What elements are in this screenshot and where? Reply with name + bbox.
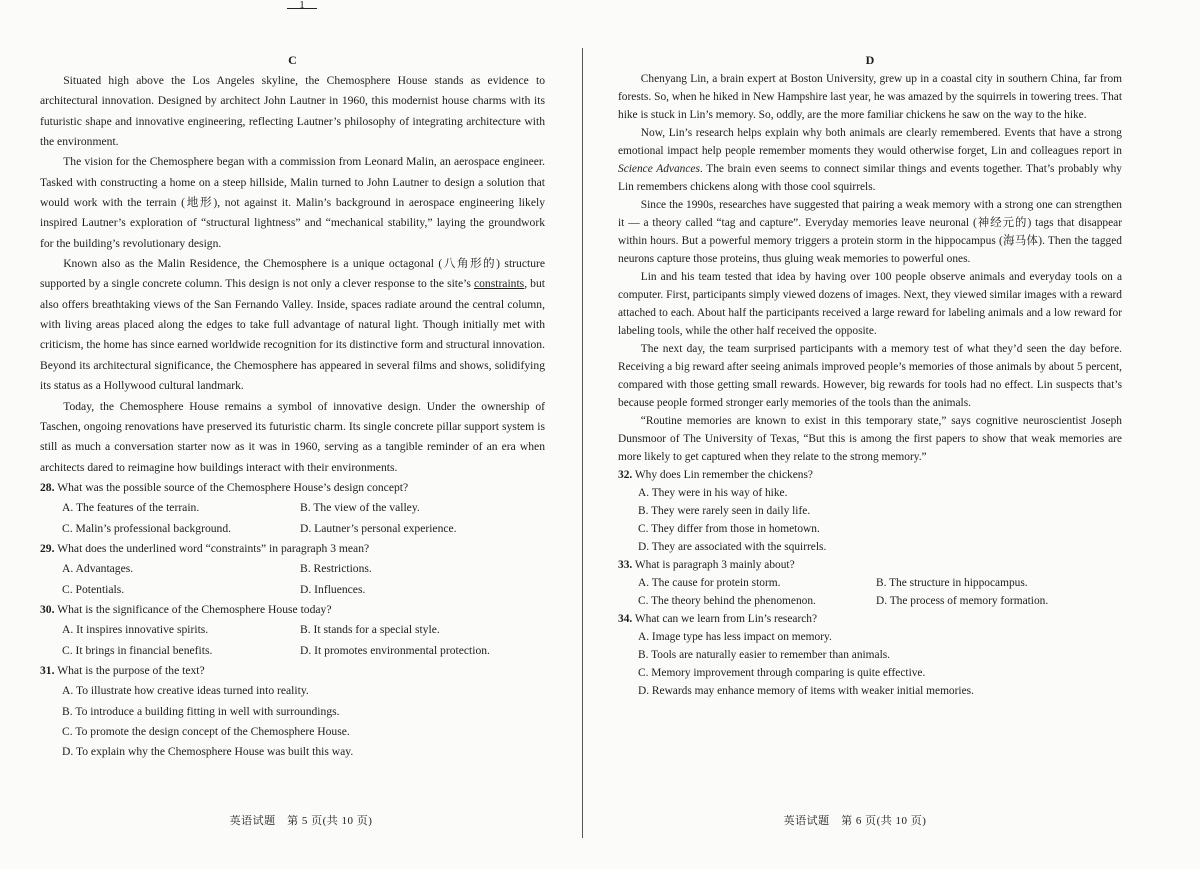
- questions-d: [618, 466, 1122, 700]
- answer-option: A. It inspires innovative spirits.: [62, 623, 209, 637]
- paragraph: [618, 196, 1122, 268]
- question-text: What is paragraph 3 mainly about?: [632, 559, 795, 571]
- question-stem: [40, 600, 545, 620]
- footer-page-6: 英语试题 第 6 页(共 10 页): [783, 815, 927, 827]
- paragraph: [618, 268, 1122, 340]
- question-stem: [40, 661, 545, 681]
- answer-option: B. The view of the valley.: [300, 501, 420, 515]
- answer-option: B. To introduce a building fitting in well with surroundings.: [62, 704, 340, 718]
- section-letter-c: C: [288, 53, 297, 67]
- italic-title: Science Advances: [618, 163, 700, 175]
- answer-option: A. Advantages.: [62, 562, 134, 576]
- answer-option: C. To promote the design concept of the Chemosphere House.: [62, 725, 350, 738]
- answer-option: C. Malin’s professional background.: [62, 521, 232, 535]
- question-text: What does the underlined word “constraints” in paragraph 3 mean?: [54, 541, 370, 555]
- question-text: What was the possible source of the Chemosphere House’s design concept?: [54, 480, 409, 494]
- question-item: [40, 539, 545, 600]
- paragraph-text: The next day, the team surprised participants with a memory test of what they’d seen the day before. Receiving a big reward after seeing animals improved people’s memories of those animals by about 5 percent, compared with those getting small rewards. However, big rewards for tools had no effect. Lin suspects that’s because people formed stronger early memories of the tools than the animals.: [618, 343, 1122, 409]
- answer-option: B. The structure in hippocampus.: [876, 577, 1028, 589]
- question-number: 29.: [40, 541, 55, 555]
- question-number: 34.: [618, 613, 633, 625]
- question-number: 31.: [40, 663, 55, 677]
- paragraph-text: “Routine memories are known to exist in this temporary state,” says cognitive neuroscientist Joseph Dunsmoor of The University of Texas, “But this is among the first papers to show that weak memories are more likely to get captured when they relate to the strong memory.”: [618, 415, 1122, 463]
- options-group: [40, 498, 545, 539]
- answer-option: B. Restrictions.: [300, 562, 372, 576]
- top-page-mark: [287, 0, 317, 10]
- paragraph-text: . The brain even seems to connect similar things and events together. That’s probably why Lin remembers chickens along with those cool squirrels.: [618, 163, 1122, 193]
- answer-option: D. Influences.: [300, 582, 366, 596]
- answer-option: A. To illustrate how creative ideas turned into reality.: [62, 684, 309, 698]
- answer-option: A. The features of the terrain.: [62, 501, 200, 515]
- paragraph-text: Today, the Chemosphere House remains a symbol of innovative design. Under the ownership of Taschen, ongoing renovations have preserved its futuristic charm. Its single concrete pillar support system is still as much a conversation starter now as it was in 1960, serving as a tangible reminder of an era when architects dared to reimagine how buildings interact with their environments.: [40, 399, 545, 474]
- question-item: [618, 556, 1122, 610]
- paragraph: [618, 340, 1122, 412]
- answer-option: D. The process of memory formation.: [876, 595, 1049, 607]
- paragraph: [40, 254, 545, 396]
- paragraph: [618, 70, 1122, 124]
- paragraph-text: Now, Lin’s research helps explain why both animals are clearly remembered. Events that have a strong emotional impact help people remember moments they would otherwise forget, Lin and colleagues report in: [618, 127, 1122, 157]
- answer-option: D. Rewards may enhance memory of items with weaker initial memories.: [638, 685, 974, 697]
- question-item: [618, 466, 1122, 556]
- top-page-number: 1: [299, 0, 305, 11]
- question-item: [618, 610, 1122, 700]
- paragraph-text: Situated high above the Los Angeles skyline, the Chemosphere House stands as evidence to architectural innovation. Designed by architect John Lautner in 1960, this modernist house charms with its futuristic shape and innovative engineering, reflecting Lautner’s philosophy of integrating architecture with the environment.: [40, 74, 545, 149]
- options-group: [618, 484, 1122, 556]
- answer-option: C. Memory improvement through comparing is quite effective.: [638, 667, 926, 679]
- paragraph-text: Lin and his team tested that idea by having over 100 people observe animals and everyday tools on a computer. First, participants simply viewed dozens of images. Next, they viewed similar images with a reward attached to each. About half the participants received a large reward for labeling animals and a low reward for labeling tools, while the other half received the opposite.: [618, 271, 1122, 337]
- paragraph: [618, 412, 1122, 466]
- answer-option: A. The cause for protein storm.: [638, 577, 781, 589]
- question-item: [40, 600, 545, 661]
- section-letter-d: D: [865, 53, 875, 67]
- options-group: [40, 620, 545, 661]
- question-number: 33.: [618, 559, 633, 571]
- question-stem: [618, 466, 1122, 484]
- question-number: 28.: [40, 480, 55, 494]
- options-group: [40, 681, 545, 762]
- column-divider: [582, 48, 583, 838]
- answer-option: D. It promotes environmental protection.: [300, 643, 490, 657]
- passage-c: [40, 71, 545, 478]
- question-text: What can we learn from Lin’s research?: [632, 613, 818, 625]
- question-text: Why does Lin remember the chickens?: [632, 469, 813, 481]
- paragraph-text: Known also as the Malin Residence, the Chemosphere is a unique octagonal (八角形的) structure supported by a single concrete column. This design is not only a clever response to the site’s: [40, 257, 545, 291]
- paragraph: [40, 397, 545, 478]
- right-column: [618, 52, 1122, 700]
- top-rule: [287, 8, 317, 9]
- footer-page-5: 英语试题 第 5 页(共 10 页): [229, 815, 373, 827]
- options-group: [618, 628, 1122, 700]
- question-item: [40, 478, 545, 539]
- answer-option: B. Tools are naturally easier to remember than animals.: [638, 649, 891, 661]
- paragraph-text: The vision for the Chemosphere began with a commission from Leonard Malin, an aerospace engineer. Tasked with constructing a home on a steep hillside, Malin turned to John Lautner to design a solution that would work with the terrain (地形), not against it. Malin’s background in aerospace engineering likely inspired Lautner’s exploration of “structural lightness” and “mechanical stability,” laying the groundwork for the building’s revolutionary design.: [40, 155, 545, 250]
- question-number: 32.: [618, 469, 633, 481]
- questions-c: [40, 478, 545, 763]
- answer-option: D. They are associated with the squirrels.: [638, 541, 827, 553]
- paragraph: [40, 71, 545, 152]
- question-stem: [40, 539, 545, 559]
- answer-option: B. It stands for a special style.: [300, 623, 440, 637]
- paragraph-text: Chenyang Lin, a brain expert at Boston University, grew up in a coastal city in southern China, far from forests. So, when he hiked in New Hampshire last year, he was amazed by the squirrels in towering trees. That hike is stuck in Lin’s memory. So, oddly, are the more familiar chickens he saw on the way to the hike.: [618, 73, 1122, 121]
- paragraph: [618, 124, 1122, 196]
- answer-option: B. They were rarely seen in daily life.: [638, 505, 811, 517]
- passage-d: [618, 70, 1122, 466]
- options-group: [40, 559, 545, 600]
- question-text: What is the purpose of the text?: [54, 663, 205, 677]
- answer-option: C. They differ from those in hometown.: [638, 523, 820, 535]
- answer-option: C. It brings in financial benefits.: [62, 643, 213, 657]
- question-stem: [618, 610, 1122, 628]
- answer-option: D. Lautner’s personal experience.: [300, 521, 457, 535]
- answer-option: A. They were in his way of hike.: [638, 487, 788, 499]
- answer-option: D. To explain why the Chemosphere House was built this way.: [62, 745, 354, 759]
- left-column: [40, 52, 545, 763]
- answer-option: A. Image type has less impact on memory.: [638, 631, 832, 643]
- answer-option: C. Potentials.: [62, 582, 125, 596]
- underlined-word: constraints: [473, 277, 525, 291]
- question-stem: [40, 478, 545, 498]
- question-stem: [618, 556, 1122, 574]
- question-item: [40, 661, 545, 763]
- paragraph: [40, 152, 545, 254]
- paragraph-text: , but also offers breathtaking views of the San Fernando Valley. Inside, spaces radiate around the central column, with living areas placed along the edges to take full advantage of natural light. Though initially met with criticism, the home has since earned worldwide recognition for its distinctive form and structural innovation. Beyond its architectural significance, the Chemosphere has appeared in several films and shows, solidifying its status as a Hollywood cultural landmark.: [40, 277, 545, 393]
- options-group: [618, 574, 1122, 610]
- question-text: What is the significance of the Chemosphere House today?: [54, 602, 332, 616]
- question-number: 30.: [40, 602, 55, 616]
- answer-option: C. The theory behind the phenomenon.: [638, 595, 816, 607]
- paragraph-text: Since the 1990s, researches have suggested that pairing a weak memory with a strong one can strengthen it — a theory called “tag and capture”. Everyday memories leave neuronal (神经元的) tags that disappear within hours. But a powerful memory triggers a protein storm in the hippocampus (海马体). Then the tagged neurons capture those proteins, thus gluing weak memories to powerful ones.: [618, 199, 1122, 265]
